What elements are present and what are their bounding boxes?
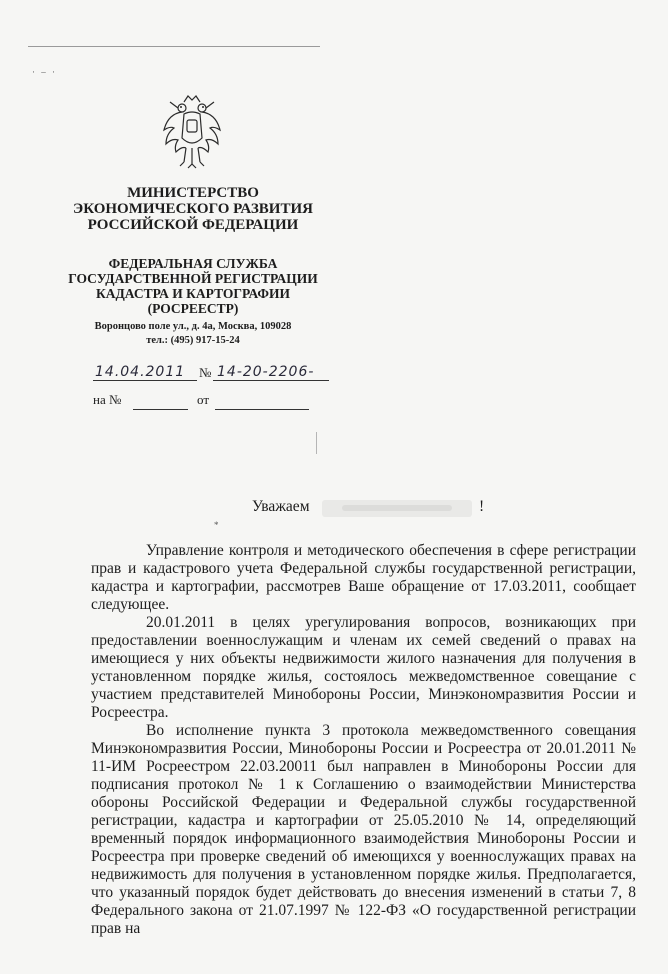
double-headed-eagle-emblem-icon <box>160 92 224 170</box>
service-line: (РОСРЕЕСТР) <box>147 301 239 316</box>
date-underline <box>93 380 197 381</box>
sender-address: Воронцово поле ул., д. 4а, Москва, 109028 <box>94 321 292 332</box>
service-line: КАДАСТРА И КАРТОГРАФИИ <box>95 286 291 301</box>
registration-line <box>93 361 333 383</box>
fold-mark <box>316 432 317 454</box>
top-rule <box>28 46 320 47</box>
reference-line <box>93 392 333 412</box>
reference-from: от <box>197 392 210 407</box>
redacted-recipient-name <box>322 500 472 517</box>
sender-phone: тел.: (495) 917-15-24 <box>146 335 240 346</box>
service-name <box>40 256 346 316</box>
greeting-exclamation: ! <box>479 498 485 515</box>
ministry-line: РОССИЙСКОЙ ФЕДЕРАЦИИ <box>87 217 299 233</box>
scan-dot: * <box>214 520 219 530</box>
registration-date: 14.04.2011 <box>95 364 186 380</box>
number-underline <box>213 380 329 381</box>
greeting-word: Уважаем <box>252 498 310 515</box>
reference-date-blank <box>215 409 309 410</box>
registration-number: 14-20-2206- <box>217 364 315 380</box>
body-paragraph: Управление контроля и методического обеспечения в сфере регистрации прав и кадастрового учета Федеральной службы государственной регистрации, кадастра и картографии, рассмотрев Ваше обращение от 17.03.2011, сообщает следующее. <box>91 542 636 613</box>
sender-address-block <box>40 320 346 348</box>
scan-mark: · – · <box>32 67 57 77</box>
number-sign: № <box>199 365 212 380</box>
greeting-line <box>0 498 668 520</box>
ministry-line: ЭКОНОМИЧЕСКОГО РАЗВИТИЯ <box>73 201 313 217</box>
ministry-name <box>40 185 346 233</box>
service-line: ГОСУДАРСТВЕННОЙ РЕГИСТРАЦИИ <box>68 271 318 286</box>
ministry-line: МИНИСТЕРСТВО <box>127 185 259 201</box>
service-line: ФЕДЕРАЛЬНАЯ СЛУЖБА <box>108 256 278 271</box>
letter-body <box>91 542 636 938</box>
reference-prefix: на № <box>93 392 122 407</box>
body-paragraph: 20.01.2011 в целях урегулирования вопросов, возникающих при предоставлении военнослужащим и членам их семей сведений о правах на имеющиеся у них объекты недвижимости жилого назначения для получения в установленном порядке жилья, состоялось межведомственное совещание с участием представителей Минобороны России, Минэкономразвития России и Росреестра. <box>91 614 636 721</box>
reference-number-blank <box>133 409 188 410</box>
body-paragraph: Во исполнение пункта 3 протокола межведомственного совещания Минэкономразвития России, Минобороны России и Росреестра от 20.01.2011 № 11-ИМ Росреестром 22.03.20011 был направлен в Минобороны России для подписания протокол № 1 к Соглашению о взаимодействии Министерства обороны Российской Федерации и Федеральной службы государственной регистрации, кадастра и картографии от 25.05.2010 № 14, определяющий временный порядок информационного взаимодействия Минобороны России и Росреестра при проверке сведений об имеющихся у военнослужащих правах на недвижимость для получения в установленном порядке жилья. Предполагается, что указанный порядок будет действовать до внесения изменений в статьи 7, 8 Федерального закона от 21.07.1997 № 122-ФЗ «О государственной регистрации прав на <box>91 722 636 937</box>
